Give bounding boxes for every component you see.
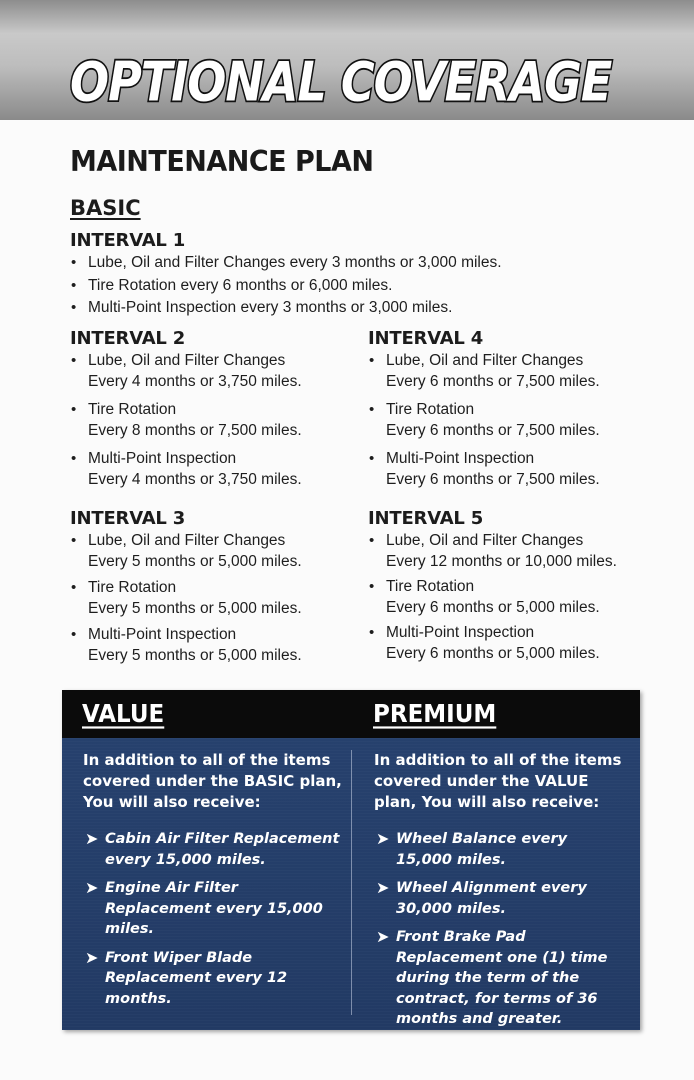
- arrowhead-icon: ➤: [376, 878, 390, 897]
- item-name: • Lube, Oil and Filter Changes: [386, 352, 584, 369]
- plan-comparison-box: [62, 690, 640, 1030]
- plan-title: MAINTENANCE PLAN: [70, 146, 374, 179]
- item-schedule: Every 5 months or 5,000 miles.: [88, 552, 302, 570]
- list-item: [368, 577, 678, 618]
- interval-1-title: INTERVAL 1: [70, 230, 186, 251]
- item-schedule: Every 8 months or 7,500 miles.: [88, 421, 302, 439]
- basic-label: BASIC: [70, 196, 141, 220]
- premium-column: [374, 750, 624, 1038]
- arrowhead-icon: ➤: [376, 829, 390, 848]
- interval-3: [70, 508, 355, 670]
- item-name: • Multi-Point Inspection: [88, 626, 237, 643]
- interval-2: [70, 328, 355, 498]
- premium-item: ➤ Wheel Balance every 15,000 miles.: [376, 829, 568, 868]
- list-item: [368, 351, 668, 392]
- item-schedule: Every 5 months or 5,000 miles.: [88, 646, 302, 664]
- value-item: ➤ Engine Air Filter Replacement every 15,000 miles.: [85, 878, 323, 937]
- item-name: • Multi-Point Inspection: [386, 450, 535, 467]
- list-item: [70, 449, 355, 490]
- arrowhead-icon: ➤: [85, 829, 99, 848]
- item-name: • Multi-Point Inspection: [88, 450, 237, 467]
- item-name: • Tire Rotation: [386, 401, 475, 418]
- list-item: [70, 400, 355, 441]
- column-divider: [351, 750, 352, 1015]
- item-name: • Lube, Oil and Filter Changes: [386, 532, 584, 549]
- item-schedule: Every 4 months or 3,750 miles.: [88, 470, 302, 488]
- item-schedule: Every 6 months or 7,500 miles.: [386, 421, 600, 439]
- list-item: [368, 623, 678, 664]
- arrowhead-icon: ➤: [85, 878, 99, 897]
- header-banner: [0, 0, 694, 120]
- list-item: • Tire Rotation every 6 months or 6,000 miles.: [70, 276, 630, 297]
- premium-intro: In addition to all of the items covered under the VALUE plan, You will also receive:: [374, 751, 622, 811]
- item-schedule: Every 4 months or 3,750 miles.: [88, 372, 302, 390]
- list-item: [70, 351, 355, 392]
- item-schedule: Every 6 months or 7,500 miles.: [386, 372, 600, 390]
- box-header: [62, 690, 640, 738]
- value-item: ➤ Cabin Air Filter Replacement every 15,000 miles.: [85, 829, 340, 868]
- interval-5: [368, 508, 678, 668]
- item-name: • Lube, Oil and Filter Changes: [88, 532, 286, 549]
- value-title: VALUE: [82, 700, 165, 729]
- list-item: [368, 449, 668, 490]
- item-name: • Lube, Oil and Filter Changes: [88, 352, 286, 369]
- value-item: ➤ Front Wiper Blade Replacement every 12 months.: [85, 947, 288, 1007]
- premium-item: ➤ Wheel Alignment every 30,000 miles.: [376, 878, 587, 917]
- item-schedule: Every 6 months or 5,000 miles.: [386, 644, 600, 662]
- premium-item: ➤ Front Brake Pad Replacement one (1) time during the term of the contract, for terms of 36 months and greater.: [376, 927, 608, 1027]
- list-item: [70, 578, 355, 619]
- interval-5-title: INTERVAL 5: [368, 508, 484, 529]
- item-schedule: Every 6 months or 7,500 miles.: [386, 470, 600, 488]
- item-name: • Tire Rotation: [88, 579, 177, 596]
- list-item: [368, 400, 668, 441]
- item-name: • Multi-Point Inspection: [386, 624, 535, 641]
- list-item: [70, 531, 355, 572]
- item-schedule: Every 12 months or 10,000 miles.: [386, 552, 617, 570]
- item-name: • Tire Rotation: [88, 401, 177, 418]
- interval-1: [70, 230, 630, 321]
- premium-title: PREMIUM: [373, 700, 497, 729]
- interval-3-title: INTERVAL 3: [70, 508, 186, 529]
- page-title: OPTIONAL COVERAGE: [70, 50, 612, 114]
- item-name: • Tire Rotation: [386, 578, 475, 595]
- value-column: [83, 750, 343, 1017]
- value-intro: In addition to all of the items covered under the BASIC plan, You will also receive:: [83, 751, 342, 811]
- interval-2-title: INTERVAL 2: [70, 328, 186, 349]
- list-item: [368, 531, 678, 572]
- list-item: • Multi-Point Inspection every 3 months or 3,000 miles.: [70, 298, 630, 319]
- item-schedule: Every 6 months or 5,000 miles.: [386, 598, 600, 616]
- interval-4: [368, 328, 668, 498]
- arrowhead-icon: ➤: [85, 947, 99, 967]
- list-item: [70, 625, 355, 666]
- interval-4-title: INTERVAL 4: [368, 328, 484, 349]
- list-item: • Lube, Oil and Filter Changes every 3 months or 3,000 miles.: [70, 253, 630, 274]
- arrowhead-icon: ➤: [376, 927, 390, 946]
- item-schedule: Every 5 months or 5,000 miles.: [88, 599, 302, 617]
